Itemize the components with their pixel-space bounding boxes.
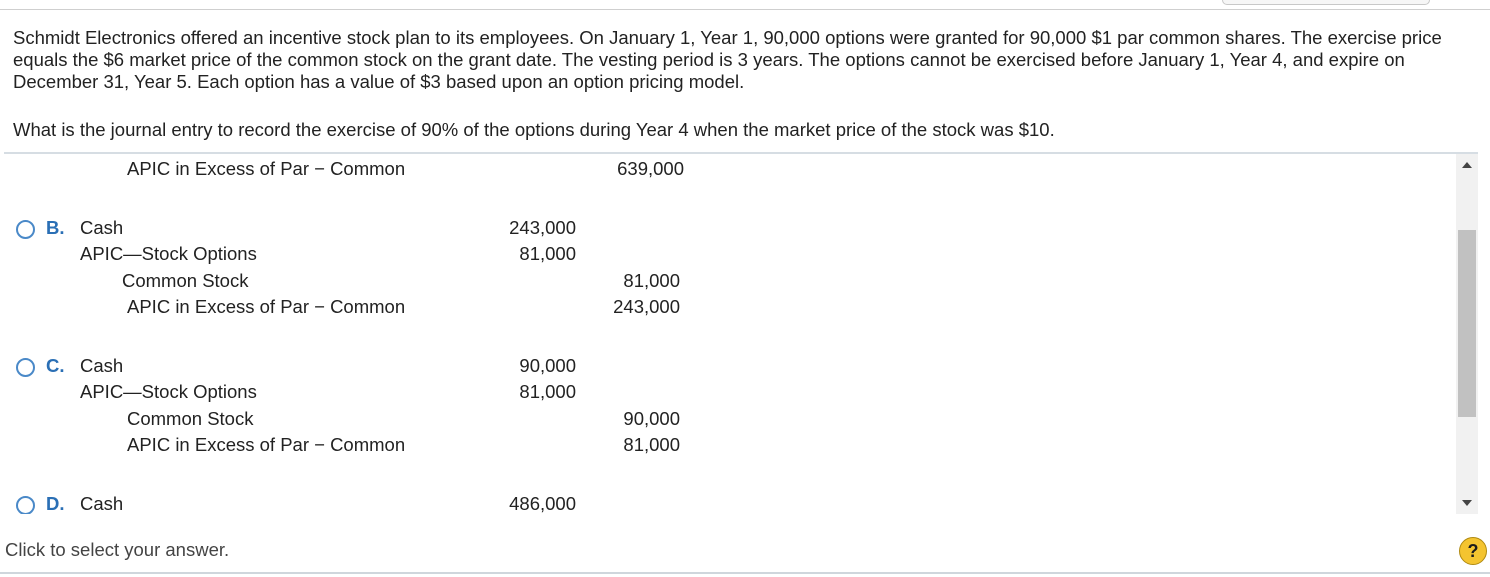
option-b-line-3-credit: 81,000 bbox=[623, 270, 680, 291]
option-b-radio[interactable] bbox=[16, 220, 35, 239]
question-paragraph: Schmidt Electronics offered an incentive stock plan to its employees. On January 1, Year 1, 90,000 options were granted for 90,000 $1 par common shares. The exercise price equals the $6 market price of the common stock on the grant date. The vesting period is 3 years. The options cannot be exercised before January 1, Year 4, and expire on December 31, Year 5. Each option has a value of $3 based upon an option pricing model. bbox=[13, 27, 1442, 92]
option-b-line-1-account: Cash bbox=[80, 217, 124, 238]
option-d-line-1-account: Cash bbox=[80, 493, 124, 514]
help-button[interactable]: ? bbox=[1459, 537, 1487, 565]
option-d-radio[interactable] bbox=[16, 496, 35, 514]
scroll-down-arrow-icon[interactable] bbox=[1456, 492, 1478, 514]
option-c-radio[interactable] bbox=[16, 358, 35, 377]
option-c-line-2-debit: 81,000 bbox=[519, 381, 576, 402]
top-divider bbox=[0, 9, 1490, 10]
option-c-line-1-account: Cash bbox=[80, 355, 124, 376]
option-b-line-2-account: APIC—Stock Options bbox=[80, 243, 257, 264]
option-c-line-2-account: APIC—Stock Options bbox=[80, 381, 257, 402]
option-c-line-3-account: Common Stock bbox=[127, 408, 254, 429]
option-c-letter: C. bbox=[46, 355, 65, 376]
option-b-line-4-credit: 243,000 bbox=[613, 296, 680, 317]
option-b-line-2-debit: 81,000 bbox=[519, 243, 576, 264]
answers-scrollbar[interactable] bbox=[1456, 154, 1478, 514]
top-toolbar-tab bbox=[1222, 0, 1430, 5]
select-answer-instruction: Click to select your answer. bbox=[5, 539, 230, 560]
option-c-line-3-credit: 90,000 bbox=[623, 408, 680, 429]
option-d-line-1-debit: 486,000 bbox=[509, 493, 576, 514]
option-c-line-4-credit: 81,000 bbox=[623, 434, 680, 455]
option-c-line-1-debit: 90,000 bbox=[519, 355, 576, 376]
scroll-up-arrow-icon[interactable] bbox=[1456, 154, 1478, 176]
option-b-line-1-debit: 243,000 bbox=[509, 217, 576, 238]
option-d-letter: D. bbox=[46, 493, 65, 514]
option-c-line-4-account: APIC in Excess of Par − Common bbox=[127, 434, 406, 455]
option-b-line-3-account: Common Stock bbox=[122, 270, 249, 291]
option-b-line-4-account: APIC in Excess of Par − Common bbox=[127, 296, 406, 317]
answer-options-pane bbox=[4, 154, 1456, 514]
bottom-divider bbox=[0, 572, 1490, 574]
option-a-account: APIC in Excess of Par − Common bbox=[127, 158, 406, 179]
scroll-thumb[interactable] bbox=[1458, 230, 1476, 417]
option-a-credit: 639,000 bbox=[617, 158, 684, 179]
option-b-letter: B. bbox=[46, 217, 65, 238]
question-prompt: What is the journal entry to record the exercise of 90% of the options during Year 4 when the market price of the stock was $10. bbox=[13, 119, 1055, 140]
question-text bbox=[13, 27, 1473, 93]
